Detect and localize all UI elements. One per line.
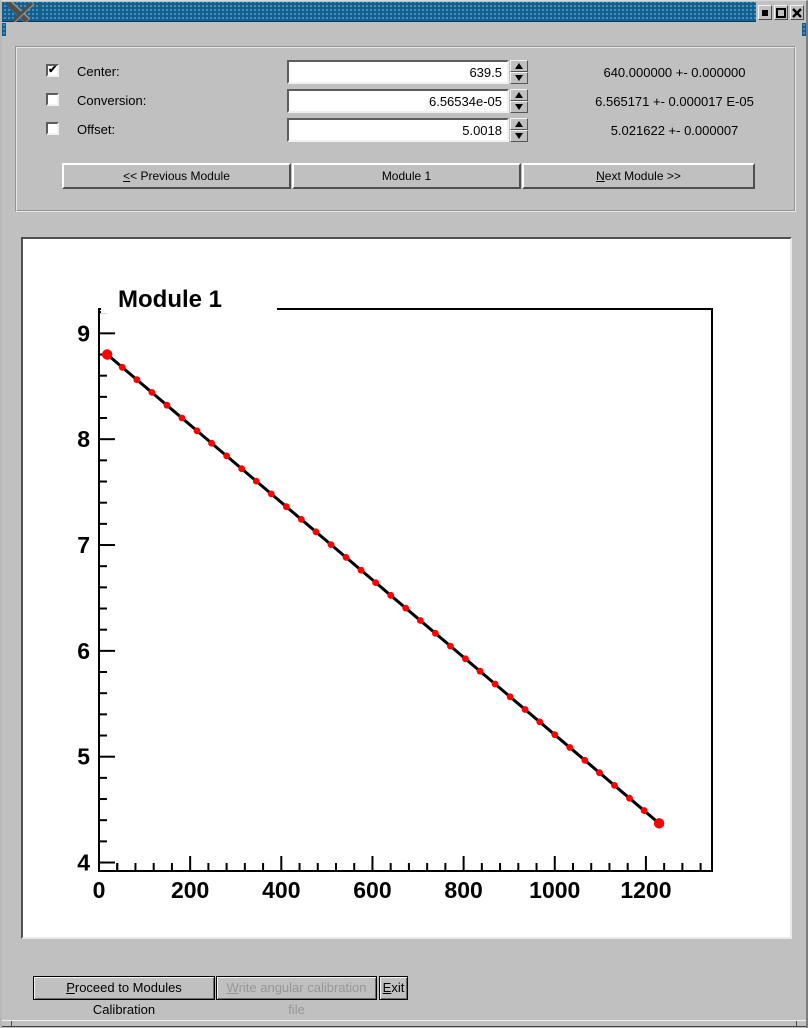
close-button[interactable] xyxy=(790,5,804,20)
offset-row xyxy=(17,118,794,142)
offset-fit-result: 5.021622 +- 0.000007 xyxy=(610,123,739,138)
offset-spinbox xyxy=(287,118,529,142)
maximize-icon xyxy=(776,8,786,18)
arrow-down-icon xyxy=(515,133,523,139)
titlebar-buttons xyxy=(756,2,806,23)
svg-text:7: 7 xyxy=(77,532,90,559)
svg-text:Module 1: Module 1 xyxy=(118,286,223,313)
svg-text:9: 9 xyxy=(77,320,90,347)
calibration-parameters-group xyxy=(15,46,796,212)
next-module-button[interactable]: Next Module >> xyxy=(522,163,755,189)
arrow-up-icon xyxy=(515,92,523,98)
conversion-spin-down-button[interactable] xyxy=(510,101,528,113)
svg-text:4: 4 xyxy=(77,849,90,876)
write-angular-calibration-file-button[interactable]: Write angular calibration file xyxy=(216,976,377,1000)
center-value-input[interactable] xyxy=(287,60,509,84)
previous-module-button[interactable]: << Previous Module xyxy=(62,163,291,189)
offset-spin-up-button[interactable] xyxy=(510,118,528,130)
resize-handle-divider xyxy=(796,1021,797,1026)
center-spinbox xyxy=(287,60,529,84)
module-calibration-chart xyxy=(23,239,790,937)
offset-checkbox[interactable] xyxy=(46,122,59,135)
conversion-row xyxy=(17,89,794,113)
conversion-checkbox[interactable] xyxy=(46,93,59,106)
svg-text:6: 6 xyxy=(77,637,90,664)
close-icon xyxy=(792,8,802,18)
center-checkbox[interactable]: ✔ xyxy=(48,64,58,76)
conversion-spin-up-button[interactable] xyxy=(510,89,528,101)
center-row xyxy=(17,60,794,84)
center-spin-down-button[interactable] xyxy=(510,72,528,84)
svg-text:600: 600 xyxy=(353,877,392,903)
maximize-button[interactable] xyxy=(774,5,788,20)
offset-label: Offset: xyxy=(77,122,116,137)
center-fit-result: 640.000000 +- 0.000000 xyxy=(603,65,746,80)
svg-text:8: 8 xyxy=(77,426,90,453)
conversion-fit-result: 6.565171 +- 0.000017 E-05 xyxy=(595,94,754,109)
window-titlebar xyxy=(2,2,806,23)
svg-text:400: 400 xyxy=(262,877,301,903)
frame-corner-right[interactable] xyxy=(802,23,806,36)
exit-button[interactable]: Exit xyxy=(379,976,408,1000)
center-spin-up-button[interactable] xyxy=(510,60,528,72)
x11-logo-icon xyxy=(2,2,40,22)
svg-text:5: 5 xyxy=(77,743,90,770)
svg-text:1000: 1000 xyxy=(529,877,581,903)
iconify-icon xyxy=(761,9,769,17)
titlebar-drag-area[interactable] xyxy=(40,2,756,22)
window-resize-bar[interactable] xyxy=(2,1020,806,1027)
conversion-value-input[interactable] xyxy=(287,89,509,113)
svg-text:1200: 1200 xyxy=(620,877,672,903)
iconify-button[interactable] xyxy=(758,5,772,20)
proceed-to-modules-calibration-button[interactable]: Proceed to Modules Calibration xyxy=(33,976,215,1000)
plot-canvas[interactable] xyxy=(21,237,792,939)
resize-handle-divider xyxy=(11,1021,12,1026)
svg-text:800: 800 xyxy=(444,877,483,903)
offset-value-input[interactable] xyxy=(287,118,509,142)
conversion-spinbox xyxy=(287,89,529,113)
svg-text:0: 0 xyxy=(92,877,106,903)
frame-corner-left[interactable] xyxy=(2,23,6,36)
offset-spin-down-button[interactable] xyxy=(510,130,528,142)
center-label: Center: xyxy=(77,64,120,79)
arrow-up-icon xyxy=(515,121,523,127)
arrow-down-icon xyxy=(515,75,523,81)
arrow-down-icon xyxy=(515,104,523,110)
arrow-up-icon xyxy=(515,63,523,69)
current-module-label: Module 1 xyxy=(292,163,521,189)
svg-text:200: 200 xyxy=(170,877,210,903)
conversion-label: Conversion: xyxy=(77,93,147,108)
